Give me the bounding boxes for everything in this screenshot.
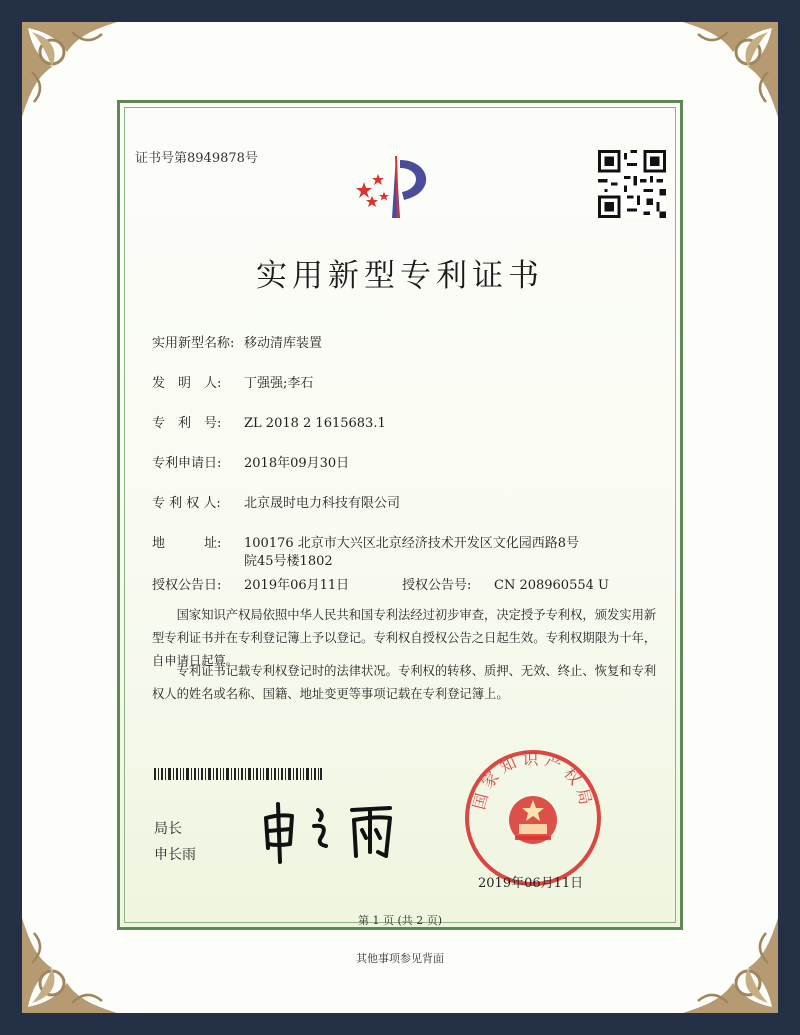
field-value: 2018年09月30日 <box>244 456 350 471</box>
field-value: 2019年06月11日 <box>244 578 350 593</box>
back-note: 其他事项参见背面 <box>356 952 444 965</box>
field-address <box>152 532 579 551</box>
seal-date: 2019年06月11日 <box>478 876 584 891</box>
field-grant-number <box>402 574 609 593</box>
page-indicator: 第 1 页 (共 2 页) <box>357 914 443 927</box>
field-utility-model-name <box>152 332 322 351</box>
handwritten-signature-icon <box>258 796 406 866</box>
field-value: 北京晟时电力科技有限公司 <box>244 496 401 511</box>
certificate-title: 实用新型专利证书 <box>256 258 544 294</box>
field-label: 授权公告号: <box>402 578 472 593</box>
field-label: 专 利 权 人: <box>152 496 221 511</box>
ornament-corner-icon <box>22 22 122 122</box>
field-value: CN 208960554 U <box>494 578 609 593</box>
body-paragraph: 专利证书记载专利权登记时的法律状况。专利权的转移、质押、无效、终止、恢复和专利权人的姓名或名称、国籍、地址变更等事项记载在专利登记簿上。 <box>152 664 657 701</box>
official-seal-icon <box>463 748 603 888</box>
field-label: 实用新型名称: <box>152 336 235 351</box>
field-label: 发 明 人: <box>152 376 222 391</box>
field-value: 100176 北京市大兴区北京经济技术开发区文化园西路8号 <box>244 536 580 551</box>
signatory-title: 局长 <box>154 821 182 837</box>
field-label: 地 址: <box>152 536 222 551</box>
svg-text:国家知识产权局: 国家知识产权局 <box>469 749 597 812</box>
field-inventor <box>152 372 313 391</box>
barcode-icon <box>154 768 322 780</box>
field-address-line2: 院45号楼1802 <box>244 554 333 569</box>
field-label: 授权公告日: <box>152 578 222 593</box>
body-paragraph: 国家知识产权局依照中华人民共和国专利法经过初步审查，决定授予专利权，颁发实用新型专利证书并在专利登记簿上予以登记。专利权自授权公告之日起生效。专利权期限为十年，自申请日起算。 <box>152 608 657 668</box>
field-patent-number <box>152 412 386 431</box>
field-value: 丁强强;李石 <box>244 376 314 391</box>
signatory-name: 申长雨 <box>154 847 196 863</box>
field-label: 专 利 号: <box>152 416 222 431</box>
ornament-corner-icon <box>678 22 778 122</box>
certificate-number: 证书号第8949878号 <box>135 151 258 166</box>
field-value: ZL 2018 2 1615683.1 <box>244 416 386 431</box>
qr-code-icon <box>598 150 666 218</box>
field-value: 移动清库装置 <box>244 336 323 351</box>
field-label: 专利申请日: <box>152 456 222 471</box>
field-patentee <box>152 492 400 511</box>
patent-office-logo-icon <box>350 148 440 223</box>
field-grant-date <box>152 574 349 593</box>
field-filing-date <box>152 452 349 471</box>
